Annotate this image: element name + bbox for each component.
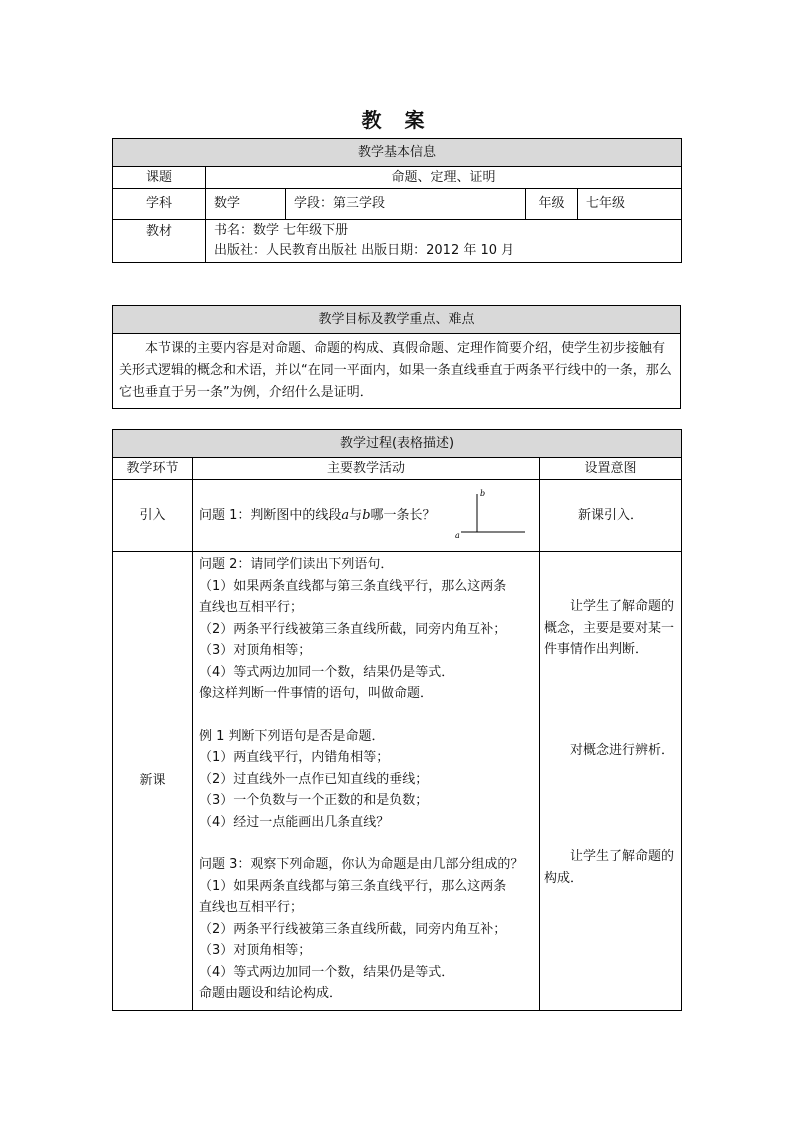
topic-value: 命题、定理、证明	[206, 167, 682, 189]
goals-header: 教学目标及教学重点、难点	[113, 306, 681, 334]
new-stage: 新课	[113, 552, 193, 1011]
topic-label: 课题	[113, 167, 206, 189]
activity-line: 问题 2：请同学们读出下列语句．	[199, 557, 394, 572]
activity-line: （2）两条平行线被第三条直线所截，同旁内角互补；	[199, 921, 507, 937]
intent-concept: 让学生了解命题的概念，主要是要对某一件事情作出判断．	[544, 599, 675, 657]
textbook-label: 教材	[113, 220, 206, 263]
activity-line: （1）如果两条直线都与第三条直线平行，那么这两条	[199, 578, 507, 594]
activity-spacer	[199, 833, 533, 854]
activity-line: （1）如果两条直线都与第三条直线平行，那么这两条	[199, 878, 507, 894]
col-stage-header: 教学环节	[113, 458, 193, 480]
col-activity-header: 主要教学活动	[193, 458, 540, 480]
stage-value: 学段：第三学段	[286, 189, 526, 220]
activity-line: （3）对顶角相等；	[199, 643, 312, 658]
basic-info-header: 教学基本信息	[113, 139, 682, 167]
intro-question: 问题 1：判断图中的线段a与b哪一条长？	[199, 507, 436, 523]
activity-line: 直线也互相平行；	[199, 600, 304, 615]
intro-stage: 引入	[113, 480, 193, 552]
activity-line: 问题 3：观察下列命题，你认为命题是由几部分组成的？	[199, 857, 524, 872]
intro-intent: 新课引入．	[540, 480, 682, 552]
figure-label-b: b	[480, 489, 486, 498]
grade-value: 七年级	[578, 189, 682, 220]
segments-figure	[455, 488, 535, 540]
activity-line: 直线也互相平行；	[199, 900, 304, 915]
activity-line: （2）过直线外一点作已知直线的垂线；	[199, 771, 429, 787]
intent-discrimination: 对概念进行辨析．	[570, 743, 675, 758]
activity-line: 命题由题设和结论构成．	[199, 986, 343, 1001]
activity-line: （2）两条平行线被第三条直线所截，同旁内角互补；	[199, 621, 507, 637]
goals-table	[112, 305, 681, 409]
goals-text: 本节课的主要内容是对命题、命题的构成、真假命题、定理作简要介绍，使学生初步接触有关形式逻辑的概念和术语，并以“在同一平面内，如果一条直线垂直于两条平行线中的一条，那么它也垂直于另一条”为例，介绍什么是证明．	[113, 334, 681, 409]
intro-activity	[193, 480, 540, 552]
textbook-info	[206, 220, 682, 263]
new-intent	[540, 552, 682, 1011]
grade-label: 年级	[526, 189, 578, 220]
var-a: a	[341, 507, 350, 523]
textbook-name: 书名：数学 七年级下册	[214, 223, 349, 238]
textbook-publisher: 出版社：人民教育出版社 出版日期：2012 年 10 月	[214, 243, 515, 258]
intent-structure: 让学生了解命题的构成．	[544, 849, 675, 886]
subject-label: 学科	[113, 189, 206, 220]
subject-value: 数学	[206, 189, 286, 220]
activity-spacer	[199, 705, 533, 726]
activity-line: （1）两直线平行，内错角相等；	[199, 750, 390, 765]
activity-line: （4）等式两边加同一个数，结果仍是等式．	[199, 664, 455, 680]
process-table	[112, 429, 682, 1011]
activity-line: （3）一个负数与一个正数的和是负数；	[199, 793, 429, 808]
new-activity	[193, 552, 540, 1011]
col-intent-header: 设置意图	[540, 458, 682, 480]
var-b: b	[362, 507, 371, 523]
activity-line: （4）等式两边加同一个数，结果仍是等式．	[199, 964, 455, 980]
page-title: 教 案	[361, 108, 433, 132]
process-header: 教学过程(表格描述)	[113, 430, 682, 458]
basic-info-table	[112, 138, 682, 263]
activity-line: （3）对顶角相等；	[199, 943, 312, 958]
activity-line: 像这样判断一件事情的语句，叫做命题．	[199, 686, 434, 701]
activity-line: （4）经过一点能画出几条直线？	[199, 814, 390, 830]
figure-label-a: a	[455, 531, 460, 540]
activity-line: 例 1 判断下列语句是否是命题．	[199, 728, 385, 744]
